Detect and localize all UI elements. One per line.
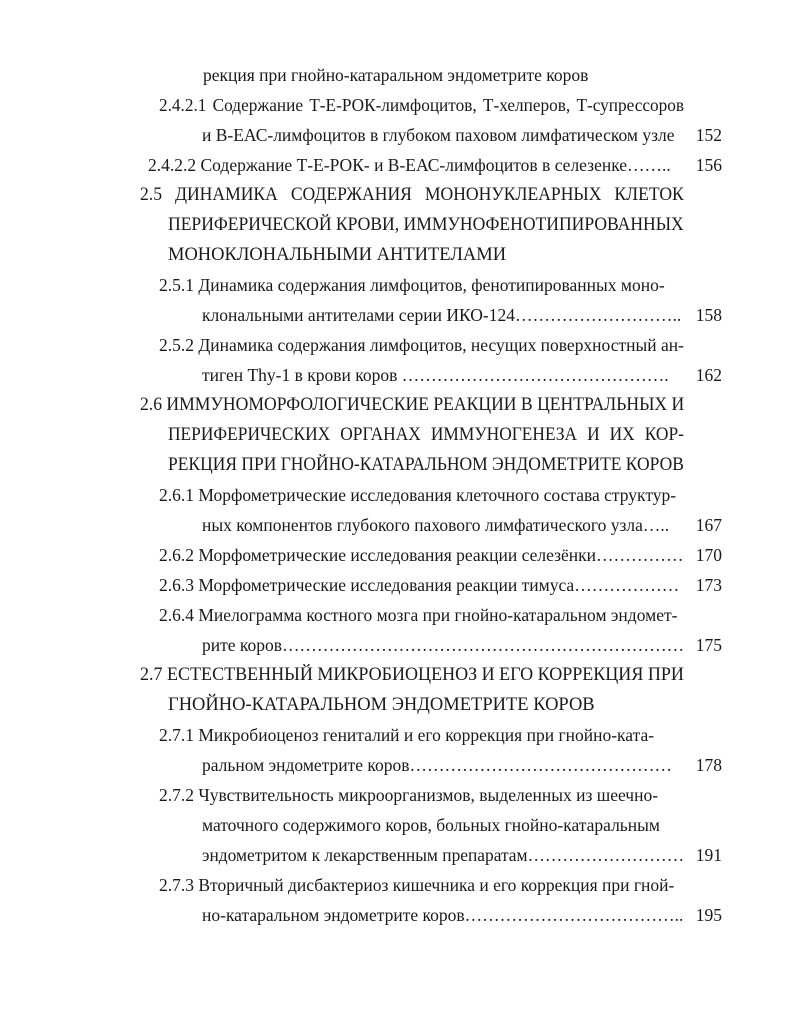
toc-line: 2.6.3 Морфометрические исследования реакции тимуса……………… <box>159 575 680 595</box>
toc-line: ральном эндометрите коров……………………………………… <box>202 755 673 775</box>
toc-line: 2.7.3 Вторичный дисбактериоз кишечника и его коррекция при гной- <box>159 875 675 895</box>
page-number: 156 <box>695 155 722 175</box>
page-number: 158 <box>695 305 722 325</box>
page-number: 178 <box>695 755 722 775</box>
toc-line: 2.5.1 Динамика содержания лимфоцитов, фенотипированных моно- <box>159 275 665 295</box>
toc-line: 2.6.2 Морфометрические исследования реакции селезёнки…………… <box>159 545 684 565</box>
toc-line: маточного содержимого коров, больных гнойно-катаральным <box>202 815 660 835</box>
page-number: 175 <box>695 635 722 655</box>
toc-line: 2.5.2 Динамика содержания лимфоцитов, несущих поверхностный ан- <box>159 335 684 355</box>
section-heading: ПЕРИФЕРИЧЕСКОЙ КРОВИ, ИММУНОФЕНОТИПИРОВАННЫХ <box>168 215 684 235</box>
toc-line: эндометритом к лекарственным препаратам……………………… <box>202 845 685 865</box>
section-heading: РЕКЦИЯ ПРИ ГНОЙНО-КАТАРАЛЬНОМ ЭНДОМЕТРИТЕ КОРОВ <box>168 455 684 475</box>
section-heading: 2.5 ДИНАМИКА СОДЕРЖАНИЯ МОНОНУКЛЕАРНЫХ КЛЕТОК <box>140 185 684 205</box>
toc-line: 2.7.2 Чувствительность микроорганизмов, выделенных из шеечно- <box>159 785 659 805</box>
toc-line: рекция при гнойно-катаральном эндометрите коров <box>203 65 589 85</box>
toc-line: но-катаральном эндометрите коров……………………………….. <box>202 905 684 925</box>
toc-line: и В-ЕАС-лимфоцитов в глубоком паховом лимфатическом узле <box>202 125 675 145</box>
page-number: 195 <box>695 905 722 925</box>
section-heading: 2.6 ИММУНОМОРФОЛОГИЧЕСКИЕ РЕАКЦИИ В ЦЕНТРАЛЬНЫХ И <box>140 395 685 415</box>
section-heading: 2.7 ЕСТЕСТВЕННЫЙ МИКРОБИОЦЕНОЗ И ЕГО КОРРЕКЦИЯ ПРИ <box>140 665 684 685</box>
toc-line: 2.6.4 Миелограмма костного мозга при гнойно-катаральном эндомет- <box>159 605 678 625</box>
toc-line: 2.7.1 Микробиоценоз гениталий и его коррекция при гнойно-ката- <box>159 725 655 745</box>
section-heading: МОНОКЛОНАЛЬНЫМИ АНТИТЕЛАМИ <box>168 245 507 265</box>
page-number: 173 <box>695 575 722 595</box>
page-number: 191 <box>695 845 722 865</box>
page-number: 162 <box>695 365 722 385</box>
toc-line: 2.4.2.2 Содержание Т-Е-РОК- и В-ЕАС-лимфоцитов в селезенке…….. <box>148 155 671 175</box>
section-heading: ГНОЙНО-КАТАРАЛЬНОМ ЭНДОМЕТРИТЕ КОРОВ <box>168 695 595 715</box>
toc-line: тиген Thy-1 в крови коров ………………………………………. <box>202 365 669 385</box>
toc-line: ных компонентов глубокого пахового лимфатического узла….. <box>202 515 670 535</box>
toc-line: 2.6.1 Морфометрические исследования клеточного состава структур- <box>159 485 677 505</box>
page-number: 170 <box>695 545 722 565</box>
section-heading: ПЕРИФЕРИЧЕСКИХ ОРГАНАХ ИММУНОГЕНЕЗА И ИХ КОР- <box>168 425 684 445</box>
toc-line: 2.4.2.1 Содержание Т-Е-РОК-лимфоцитов, Т-хелперов, Т-супрессоров <box>159 95 685 115</box>
toc-line: клональными антителами серии ИКО-124……………………….. <box>202 305 682 325</box>
page-number: 152 <box>695 125 722 145</box>
page-number: 167 <box>695 515 722 535</box>
toc-line: рите коров…………………………………………………………… <box>202 635 685 655</box>
